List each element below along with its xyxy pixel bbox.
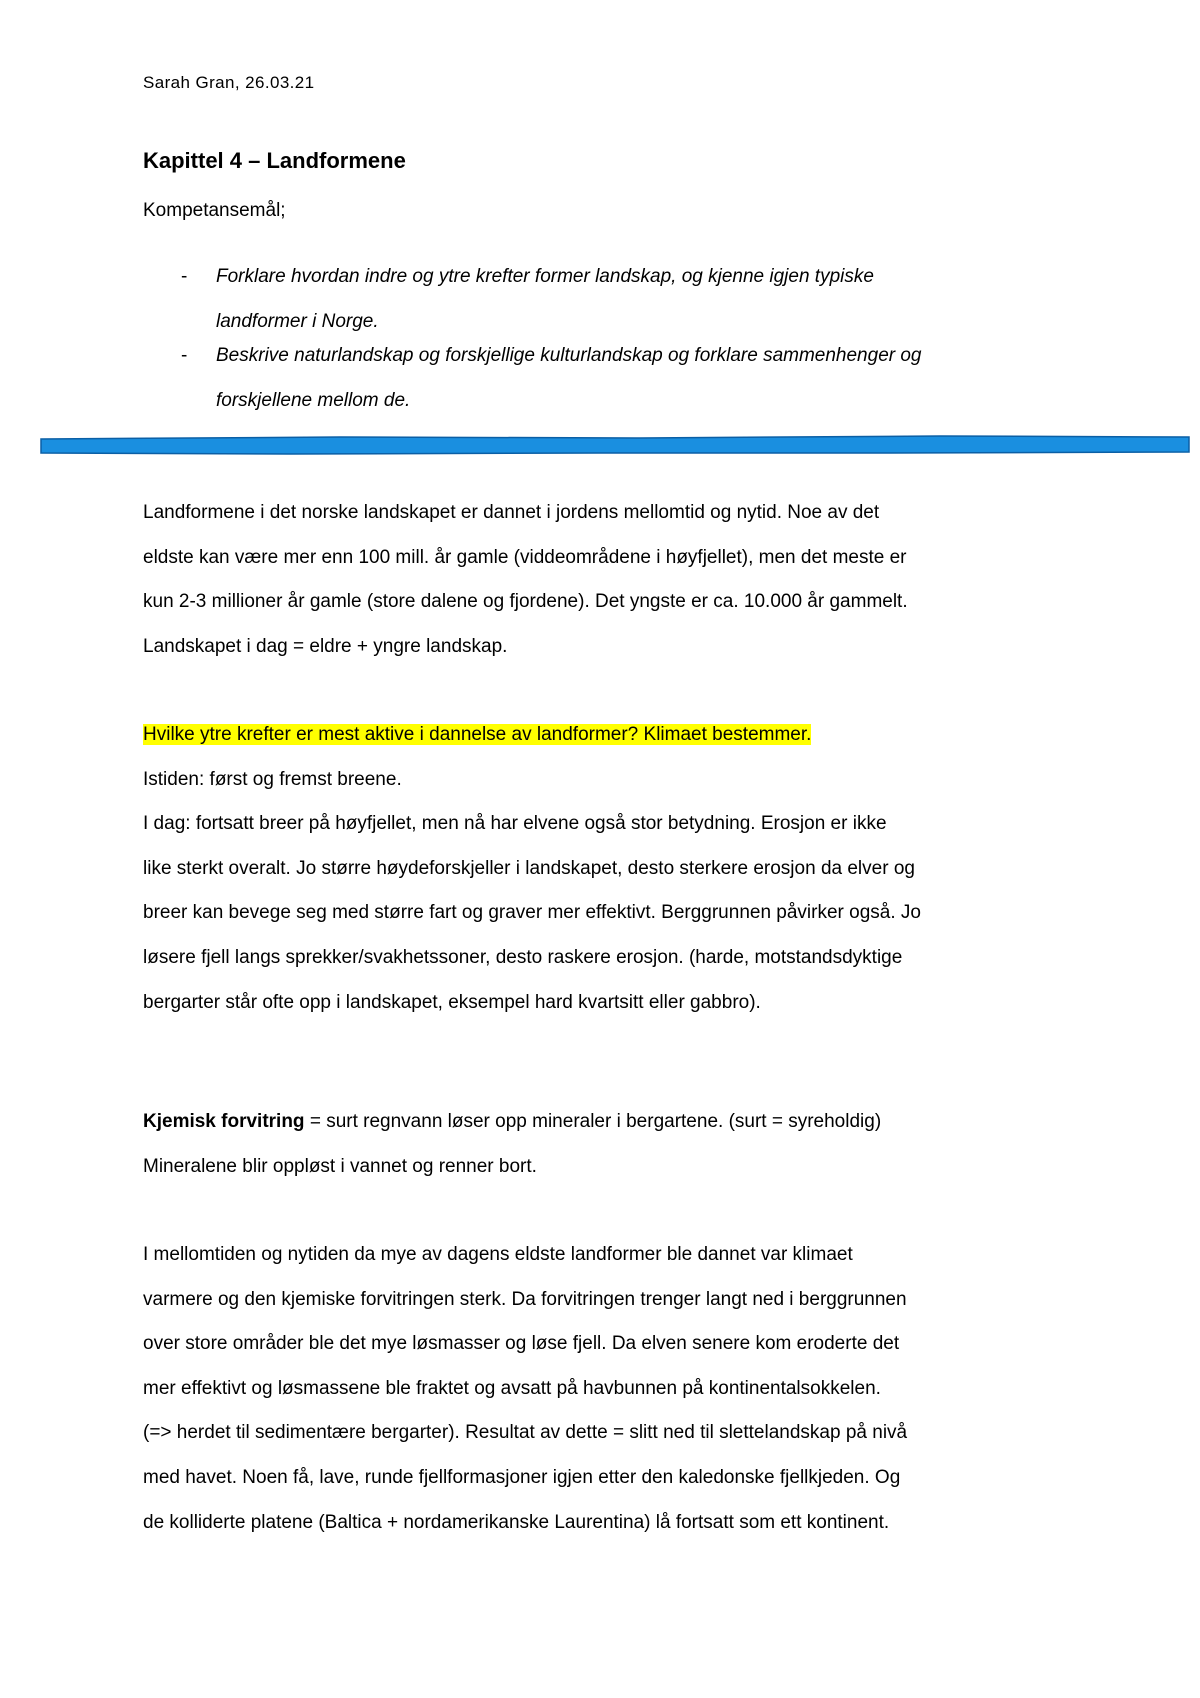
text-line: breer kan bevege seg med større fart og graver mer effektivt. Berggrunnen påvirker også. Jo xyxy=(143,902,921,924)
text-line: varmere og den kjemiske forvitringen sterk. Da forvitringen trenger langt ned i berggrunnen xyxy=(143,1288,907,1310)
text-line: I dag: fortsatt breer på høyfjellet, men nå har elvene også stor betydning. Erosjon er ikke xyxy=(143,813,887,835)
author-date-header: Sarah Gran, 26.03.21 xyxy=(143,73,315,92)
forces-paragraph xyxy=(143,713,1083,1025)
goal-text-line: forskjellene mellom de. xyxy=(216,390,411,411)
text-line: mer effektivt og løsmassene ble fraktet og avsatt på havbunnen på kontinentalsokkelen. xyxy=(143,1377,881,1399)
goal-item xyxy=(143,333,1083,423)
text-line: Istiden: først og fremst breene. xyxy=(143,768,402,790)
text-line: Landformene i det norske landskapet er dannet i jordens mellomtid og nytid. Noe av det xyxy=(143,502,880,523)
text-line: Landskapet i dag = eldre + yngre landskap. xyxy=(143,635,508,657)
highlighted-question xyxy=(143,713,1083,758)
text-line: eldste kan være mer enn 100 mill. år gamle (viddeområdene i høyfjellet), men det meste er xyxy=(143,546,907,568)
text-line xyxy=(143,1100,1083,1145)
text-line: med havet. Noen få, lave, runde fjellformasjoner igjen etter den kaledonske fjellkjeden. Og xyxy=(143,1466,901,1488)
competence-goals-list xyxy=(143,254,1083,423)
bold-term: Kjemisk forvitring xyxy=(143,1111,305,1132)
goal-text-line: landformer i Norge. xyxy=(216,311,379,332)
goal-dash: - xyxy=(181,266,188,287)
section-divider xyxy=(40,435,1190,455)
goal-text-line: Beskrive naturlandskap og forskjellige kulturlandskap og forklare sammenhenger og xyxy=(216,345,922,366)
divider-stroke xyxy=(41,436,1189,454)
text-line: over store områder ble det mye løsmasser og løse fjell. Da elven senere kom eroderte det xyxy=(143,1333,900,1355)
definition-text: = surt regnvann løser opp mineraler i bergartene. (surt = syreholdig) xyxy=(304,1111,882,1132)
text-line: løsere fjell langs sprekker/svakhetssoner, desto raskere erosjon. (harde, motstandsdyktige xyxy=(143,946,903,968)
highlight-mark: Hvilke ytre krefter er mest aktive i dannelse av landformer? Klimaet bestemmer. xyxy=(143,724,812,745)
goal-dash: - xyxy=(181,345,188,366)
text-line: I mellomtiden og nytiden da mye av dagens eldste landformer ble dannet var klimaet xyxy=(143,1244,853,1265)
text-line: bergarter står ofte opp i landskapet, eksempel hard kvartsitt eller gabbro). xyxy=(143,991,761,1013)
goal-item xyxy=(143,254,1083,344)
intro-paragraph xyxy=(143,491,1083,669)
text-line: like sterkt overalt. Jo større høydeforskjeller i landskapet, desto sterkere erosjon da elver og xyxy=(143,857,915,879)
text-line: kun 2-3 millioner år gamle (store dalene og fjordene). Det yngste er ca. 10.000 år gammelt. xyxy=(143,591,908,613)
page-title: Kapittel 4 – Landformene xyxy=(143,148,406,173)
text-line: de kolliderte platene (Baltica + nordamerikanske Laurentina) lå fortsatt som ett kontinent. xyxy=(143,1511,890,1533)
chemical-weathering-paragraph xyxy=(143,1100,1083,1189)
text-line: (=> herdet til sedimentære bergarter). Resultat av dette = slitt ned til slettelandskap på nivå xyxy=(143,1422,908,1444)
competence-label: Kompetansemål; xyxy=(143,200,286,221)
history-paragraph xyxy=(143,1233,1083,1545)
text-line: Mineralene blir oppløst i vannet og renner bort. xyxy=(143,1155,537,1177)
goal-text-line: Forklare hvordan indre og ytre krefter former landskap, og kjenne igjen typiske xyxy=(216,266,874,287)
